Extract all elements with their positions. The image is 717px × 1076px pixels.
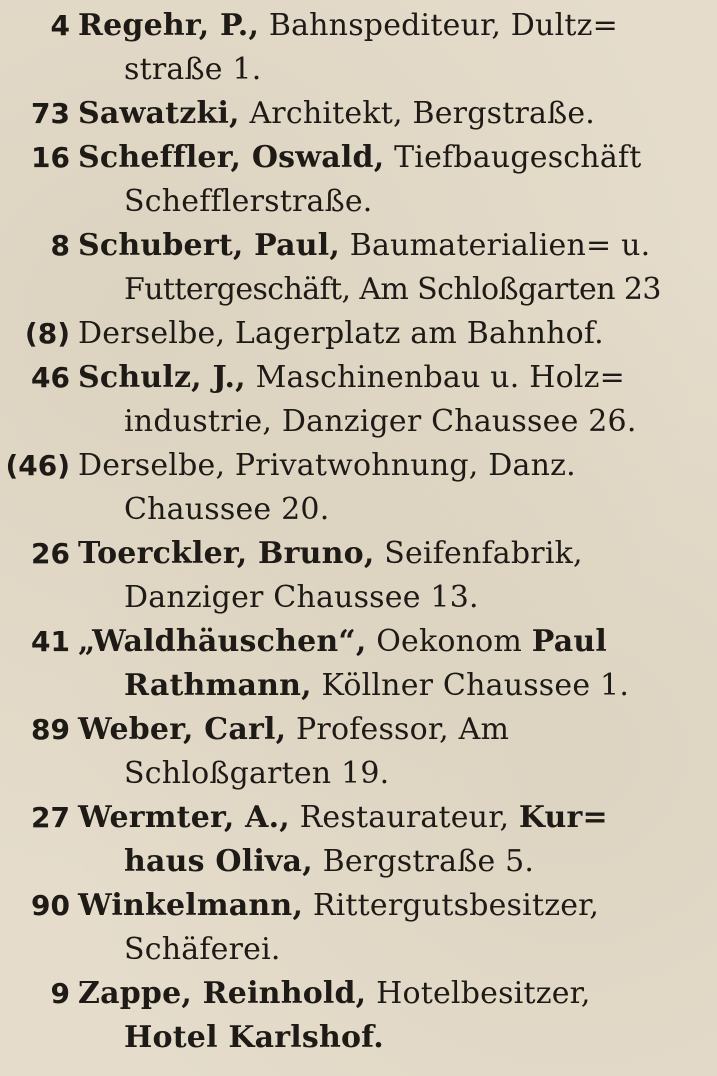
entry-line-1 (78, 532, 711, 576)
entry-line-1 (78, 224, 711, 268)
entry-body (78, 884, 711, 972)
entry-body (78, 532, 711, 620)
directory-entry-wermter (4, 796, 711, 884)
directory-entry-derselbe-8 (4, 312, 711, 356)
entry-text: Tiefbaugeschäft (384, 140, 642, 175)
entry-number: 16 (31, 141, 70, 174)
entry-number: 8 (50, 229, 70, 262)
directory-entry-weber (4, 708, 711, 796)
entry-body (78, 620, 711, 708)
entry-name: Wermter, A., (78, 800, 290, 835)
entry-line-2 (78, 928, 711, 972)
entry-text: Chaussee 20. (124, 492, 330, 527)
entry-name: Zappe, Reinhold, (78, 976, 367, 1011)
entry-body (78, 312, 711, 356)
entry-line-1 (78, 708, 711, 752)
directory-entry-winkelmann (4, 884, 711, 972)
entry-body (78, 356, 711, 444)
directory-entry-scheffler (4, 136, 711, 224)
entry-name: „Waldhäuschen“, (78, 624, 367, 659)
directory-entry-schulz (4, 356, 711, 444)
entry-text: Baumaterialien= u. (340, 228, 651, 263)
entry-text: Derselbe, Privatwohnung, Danz. (78, 448, 576, 483)
entry-name: Rathmann, (124, 668, 312, 703)
entry-text: Hotelbesitzer, (366, 976, 591, 1011)
entry-body (78, 972, 711, 1060)
entry-line-1 (78, 796, 711, 840)
entry-text: Professor, Am (286, 712, 510, 747)
entry-number: 89 (31, 713, 70, 746)
entry-text: Danziger Chaussee 13. (124, 580, 479, 615)
entry-text: Köllner Chaussee 1. (311, 668, 630, 703)
entry-name: Paul (531, 624, 607, 659)
entry-text: straße 1. (124, 52, 262, 87)
entry-line-2 (78, 268, 711, 312)
entry-line-2 (78, 180, 711, 224)
entry-text: Schefflerstraße. (124, 184, 373, 219)
entry-name: Winkelmann, (78, 888, 304, 923)
entry-text: Schäferei. (124, 932, 281, 967)
entry-number: 9 (50, 977, 70, 1010)
entry-line-2 (78, 1016, 711, 1060)
entry-name: Kur= (518, 800, 608, 835)
entry-body (78, 796, 711, 884)
entry-number: (8) (24, 317, 70, 350)
entry-text: Seifenfabrik, (374, 536, 583, 571)
entry-line-2 (78, 488, 711, 532)
entry-text: Bergstraße 5. (312, 844, 535, 879)
entry-text: Derselbe, Lagerplatz am Bahnhof. (78, 316, 604, 351)
entry-line-2 (78, 48, 711, 92)
entry-text: Bahnspediteur, Dultz= (259, 8, 618, 43)
entry-line-1 (78, 972, 711, 1016)
entry-name: Regehr, P., (78, 8, 260, 43)
entry-text: industrie, Danziger Chaussee 26. (124, 404, 637, 439)
entry-body (78, 224, 711, 312)
entry-name: Toerckler, Bruno, (78, 536, 375, 571)
entry-line-2 (78, 664, 711, 708)
entry-number: 41 (31, 625, 70, 658)
directory-entry-waldhaeuschen (4, 620, 711, 708)
directory-entry-sawatzki (4, 92, 711, 136)
entry-body (78, 4, 711, 92)
entry-name: Sawatzki, (78, 96, 240, 131)
entry-text: Futtergeschäft, Am Schloßgarten 23 (124, 272, 661, 307)
entry-number: 90 (31, 889, 70, 922)
directory-entry-toerckler (4, 532, 711, 620)
entry-text: Oekonom (366, 624, 532, 659)
entry-number: 27 (31, 801, 70, 834)
entry-line-1 (78, 136, 711, 180)
entry-body (78, 92, 711, 136)
entry-line-2 (78, 840, 711, 884)
entry-text: Maschinenbau u. Holz= (245, 360, 625, 395)
entry-line-1 (78, 884, 711, 928)
entry-line-2 (78, 400, 711, 444)
entry-text: Restaurateur, (289, 800, 519, 835)
entry-body (78, 444, 711, 532)
entry-body (78, 136, 711, 224)
entry-line-1 (78, 356, 711, 400)
entry-number: 73 (31, 97, 70, 130)
entry-name: Schulz, J., (78, 360, 246, 395)
entry-line-1 (78, 4, 711, 48)
entry-body (78, 708, 711, 796)
entry-line-1 (78, 444, 711, 488)
entry-name: Weber, Carl, (78, 712, 287, 747)
directory-entry-schubert (4, 224, 711, 312)
entry-number: 4 (50, 9, 70, 42)
entry-line-2 (78, 576, 711, 620)
entry-number: (46) (5, 449, 70, 482)
entry-name: Scheffler, Oswald, (78, 140, 385, 175)
entry-line-2 (78, 752, 711, 796)
entry-text: Rittergutsbesitzer, (303, 888, 600, 923)
entry-number: 46 (31, 361, 70, 394)
directory-entry-zappe (4, 972, 711, 1060)
entry-line-1 (78, 620, 711, 664)
entry-text: Architekt, Bergstraße. (239, 96, 596, 131)
entry-line-1 (78, 312, 711, 356)
entry-name: Hotel Karlshof. (124, 1020, 384, 1055)
entry-line-1 (78, 92, 711, 136)
entry-name: Schubert, Paul, (78, 228, 341, 263)
directory-entry-derselbe-46 (4, 444, 711, 532)
directory-entry-regehr (4, 4, 711, 92)
entry-number: 26 (31, 537, 70, 570)
entry-text: Schloßgarten 19. (124, 756, 390, 791)
entry-name: haus Oliva, (124, 844, 313, 879)
